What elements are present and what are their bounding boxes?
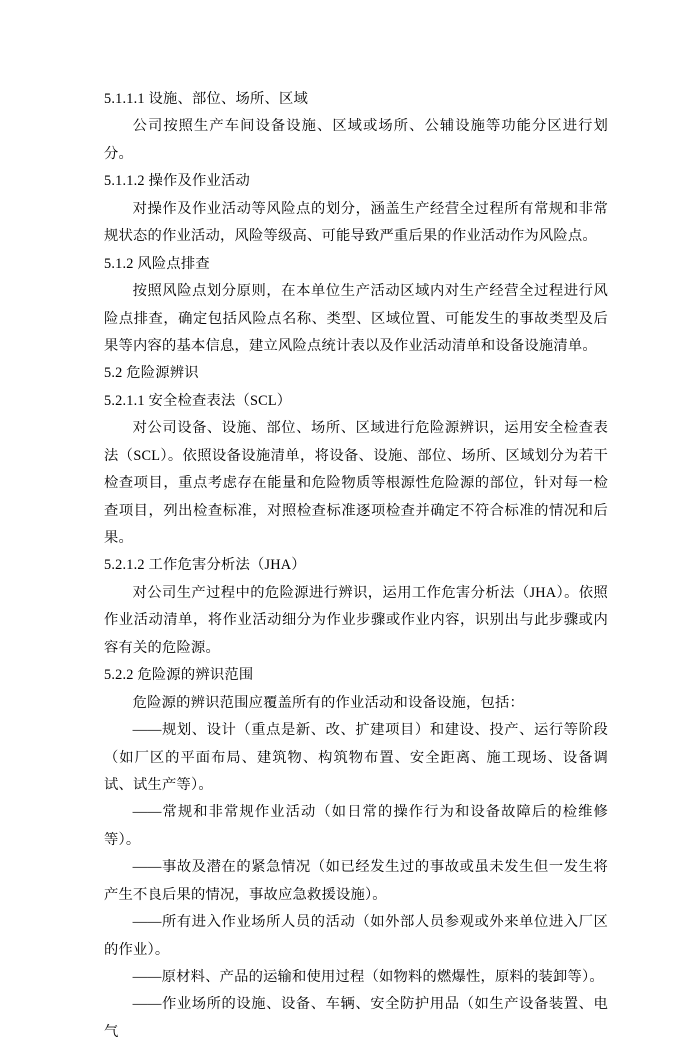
paragraph-heading-identification-scope: 5.2.2 危险源的辨识范围 (104, 667, 254, 684)
paragraph-item-personnel-activities: ——所有进入作业场所人员的活动（如外部人员参观或外来单位进入厂区的作业）。 (104, 914, 608, 958)
paragraph-body-facilities-division: 公司按照生产车间设备设施、区域或场所、公辅设施等功能分区进行划分。 (104, 118, 608, 162)
paragraph-item-material-transport: ——原材料、产品的运输和使用过程（如物料的燃爆性，原料的装卸等）。 (132, 969, 604, 985)
paragraph-heading-scl-method: 5.2.1.1 安全检查表法（SCL） (104, 392, 292, 409)
paragraph-heading-jha-method: 5.2.1.2 工作危害分析法（JHA） (104, 557, 306, 574)
document-body (104, 86, 608, 1046)
paragraph-heading-operations-activities: 5.1.1.2 操作及作业活动 (104, 173, 250, 190)
paragraph-heading-risk-point-survey: 5.1.2 风险点排查 (104, 255, 210, 272)
paragraph-item-workplace-equipment: ——作业场所的设施、设备、车辆、安全防护用品（如生产设备装置、电气 (104, 996, 608, 1040)
paragraph-heading-hazard-identification: 5.2 危险源辨识 (104, 365, 199, 382)
paragraph-body-jha-method: 对公司生产过程中的危险源进行辨识，运用工作危害分析法（JHA）。依照作业活动清单，将作业活动细分为作业步骤或作业内容，识别出与此步骤或内容有关的危险源。 (104, 584, 608, 656)
paragraph-body-scl-method: 对公司设备、设施、部位、场所、区域进行危险源辨识，运用安全检查表法（SCL）。依照设备设施清单，将设备、设施、部位、场所、区域划分为若干检查项目，重点考虑存在能量和危险物质等根源性危险源的部位，针对每一检查项目，列出检查标准，对照检查标准逐项检查并确定不符合标准的情况和后果。 (104, 420, 608, 546)
paragraph-body-identification-scope-intro: 危险源的辨识范围应覆盖所有的作业活动和设备设施，包括： (132, 694, 525, 711)
paragraph-heading-facilities-locations: 5.1.1.1 设施、部位、场所、区域 (104, 91, 308, 107)
paragraph-body-risk-point-survey: 按照风险点划分原则，在本单位生产活动区域内对生产经营全过程进行风险点排查，确定包括风险点名称、类型、区域位置、可能发生的事故类型及后果等内容的基本信息，建立风险点统计表以及作业活动清单和设备设施清单。 (104, 283, 608, 354)
paragraph-item-planning-design: ——规划、设计（重点是新、改、扩建项目）和建设、投产、运行等阶段（如厂区的平面布局、建筑物、构筑物布置、安全距离、施工现场、设备调试、试生产等）。 (104, 722, 608, 793)
paragraph-item-accidents-emergencies: ——事故及潜在的紧急情况（如已经发生过的事故或虽未发生但一发生将产生不良后果的情况，事故应急救援设施）。 (104, 859, 608, 903)
paragraph-body-operations-risk-points: 对操作及作业活动等风险点的划分，涵盖生产经营全过程所有常规和非常规状态的作业活动，风险等级高、可能导致严重后果的作业活动作为风险点。 (104, 200, 608, 245)
paragraph-item-routine-nonroutine: ——常规和非常规作业活动（如日常的操作行为和设备故障后的检维修等）。 (104, 804, 608, 848)
